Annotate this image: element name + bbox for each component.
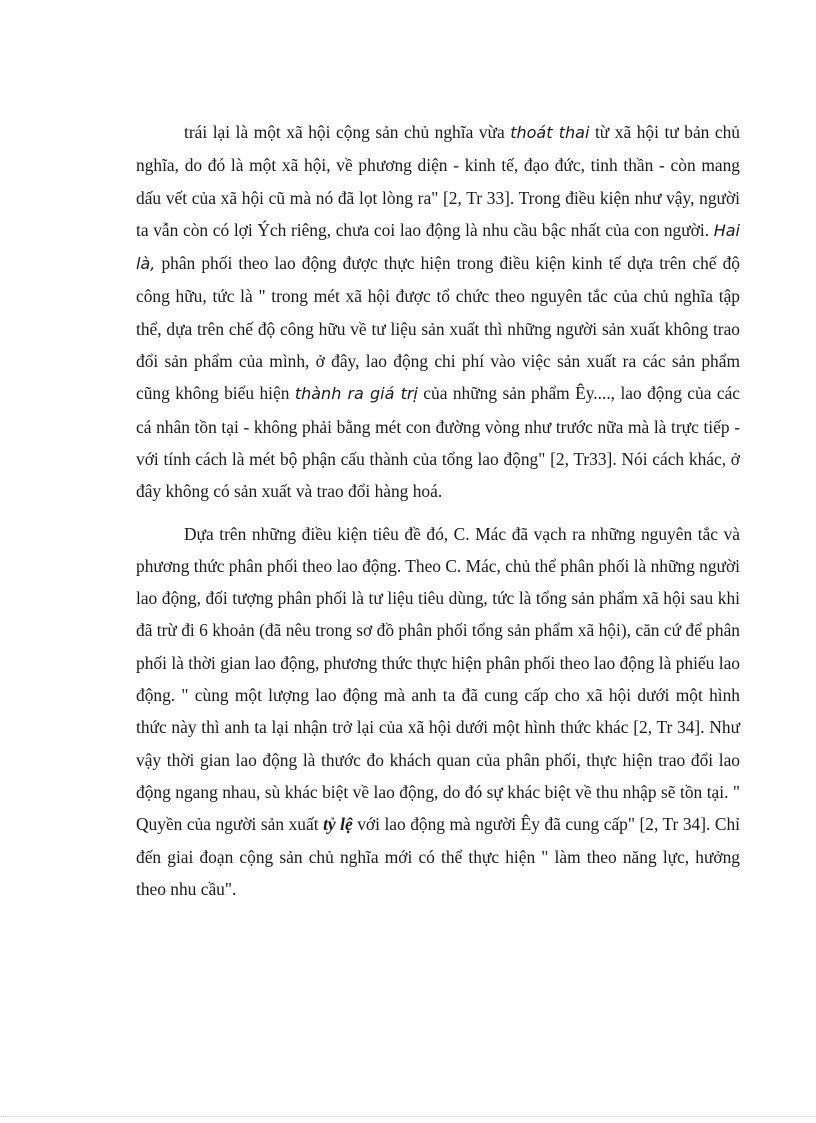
text-run: với lao động mà người Êy đã cung cấp" [2, Tr 34]. Chỉ đến giai đoạn cộng sản chủ nghĩa mới có thể thực hiện " làm theo năng lực, hưởng theo nhu cầu". bbox=[136, 814, 741, 899]
italic-term: thành ra giá trị bbox=[294, 384, 418, 404]
body-text bbox=[136, 116, 740, 905]
text-run: của những sản phẩm Êy...., lao động của các cá nhân tồn tại - không phải bằng mét con đường vòng như trước nữa mà là trực tiếp - với tính cách là mét bộ phận cấu thành của tổng lao động" [2, Tr33]. Nói cách khác, ở đây không có sản xuất và trao đổi hàng hoá. bbox=[136, 383, 741, 502]
text-run: trái lại là một xã hội cộng sản chủ nghĩa vừa bbox=[184, 122, 511, 142]
text-run: Dựa trên những điều kiện tiêu đề đó, C. Mác đã vạch ra những nguyên tắc và phương thức phân phối theo lao động. Theo C. Mác, chủ thể phân phối là những người lao động, đối tượng phân phối là tư liệu tiêu dùng, tức là tổng sản phẩm xã hội sau khi đã trừ đi 6 khoản (đã nêu trong sơ đồ phân phối tổng sản phẩm xã hội), căn cứ để phân phối là thời gian lao động, phương thức thực hiện phân phối theo lao động là phiếu lao động. " cùng một lượng lao động mà anh ta đã cung cấp cho xã hội dưới một hình thức này thì anh ta lại nhận trở lại của xã hội dưới một hình thức khác [2, Tr 34]. Như vậy thời gian lao động là thước đo khách quan của phân phối, thực hiện trao đổi lao động ngang nhau, sù khác biệt về lao động, do đó sự khác biệt về thu nhập sẽ tồn tại. " Quyền của người sản xuất bbox=[136, 523, 740, 835]
paragraph-2 bbox=[136, 518, 740, 906]
bold-italic-term: tỷ lệ bbox=[323, 814, 353, 835]
italic-term: Hai là, bbox=[136, 220, 740, 274]
italic-term: thoát thai bbox=[510, 123, 590, 142]
paragraph-1 bbox=[136, 116, 740, 508]
text-run: từ xã hội tư bản chủ nghĩa, do đó là một xã hội, về phương diện - kinh tế, đạo đức, tinh thần - còn mang dấu vết của xã hội cũ mà nó đã lọt lòng ra" [2, Tr 33]. Trong điều kiện như vậy, người ta vẫn còn có lợi Ých riêng, chưa coi lao động là nhu cầu bậc nhất của con người. bbox=[136, 122, 740, 240]
text-run: phân phối theo lao động được thực hiện trong điều kiện kinh tế dựa trên chế độ công hữu, tức là " trong mét xã hội được tổ chức theo nguyên tắc của chủ nghĩa tập thể, dựa trên chế độ công hữu về tư liệu sản xuất thì những người sản xuất không trao đổi sản phẩm của mình, ở đây, lao động chi phí vào việc sản xuất ra các sản phẩm cũng không biểu hiện bbox=[136, 253, 740, 404]
page-bottom-rule bbox=[0, 1116, 816, 1117]
